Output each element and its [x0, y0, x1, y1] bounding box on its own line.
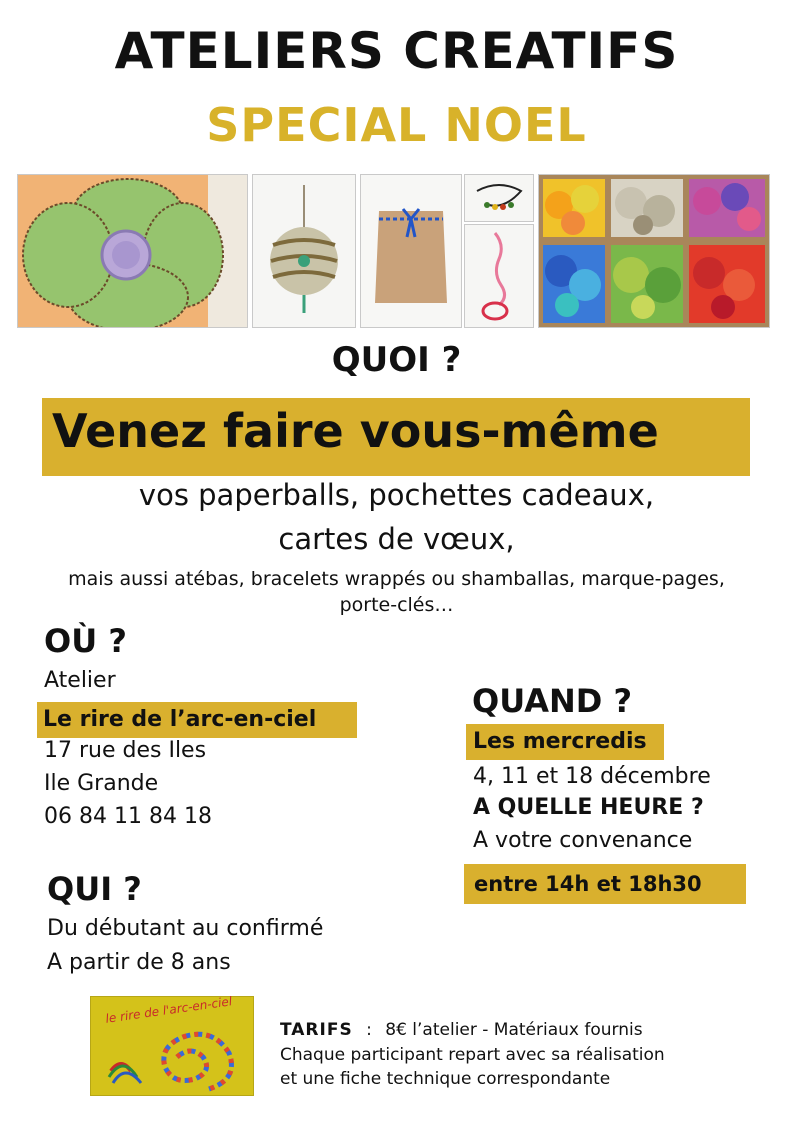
quoi-banner-text: Venez faire vous-même — [52, 404, 659, 458]
ou-venue-name: Le rire de l’arc-en-ciel — [37, 702, 357, 738]
heure-text: A votre convenance — [473, 828, 693, 853]
quoi-line-3: mais aussi atébas, bracelets wrappés ou shamballas, marque-pages, porte-clés… — [68, 568, 725, 616]
quand-heading: QUAND ? — [472, 682, 633, 720]
tarifs-label: TARIFS — [280, 1020, 353, 1040]
tarifs-line-3: et une fiche technique correspondante — [280, 1069, 611, 1089]
logo — [90, 996, 254, 1096]
quoi-line-1: vos paperballs, pochettes cadeaux, — [138, 478, 655, 512]
ou-city: Ile Grande — [44, 771, 159, 796]
quoi-heading: QUOI ? — [331, 340, 462, 380]
tarifs-price: 8€ l’atelier - Matériaux fournis — [385, 1020, 643, 1040]
ou-address: 17 rue des Iles — [44, 738, 207, 763]
bracelet-photo — [464, 174, 534, 222]
flower-card-photo — [17, 174, 248, 328]
quand-dates: 4, 11 et 18 décembre — [473, 764, 711, 789]
logo-text: le rire de l'arc-en-ciel — [104, 994, 233, 1026]
qui-line-2: A partir de 8 ans — [47, 950, 231, 975]
tarifs-separator: : — [366, 1020, 372, 1040]
page-title: ATELIERS CREATIFS — [114, 22, 679, 80]
page-subtitle: SPECIAL NOEL — [206, 98, 587, 152]
yarn-box-photo — [538, 174, 770, 328]
keychain-photo — [464, 224, 534, 328]
tarifs-line-1 — [280, 1018, 643, 1042]
tarifs-line-2: Chaque participant repart avec sa réalisation — [280, 1045, 665, 1065]
quoi-line-2: cartes de vœux, — [278, 522, 515, 556]
ou-heading: OÙ ? — [44, 622, 127, 660]
paperball-photo — [252, 174, 356, 328]
quand-days: Les mercredis — [466, 724, 664, 760]
heure-range: entre 14h et 18h30 — [464, 864, 746, 904]
qui-heading: QUI ? — [47, 870, 142, 908]
gift-pouch-photo — [360, 174, 462, 328]
ou-atelier-label: Atelier — [44, 668, 116, 693]
qui-line-1: Du débutant au confirmé — [47, 916, 324, 941]
ou-phone: 06 84 11 84 18 — [44, 804, 212, 829]
heure-heading: A QUELLE HEURE ? — [473, 795, 704, 820]
